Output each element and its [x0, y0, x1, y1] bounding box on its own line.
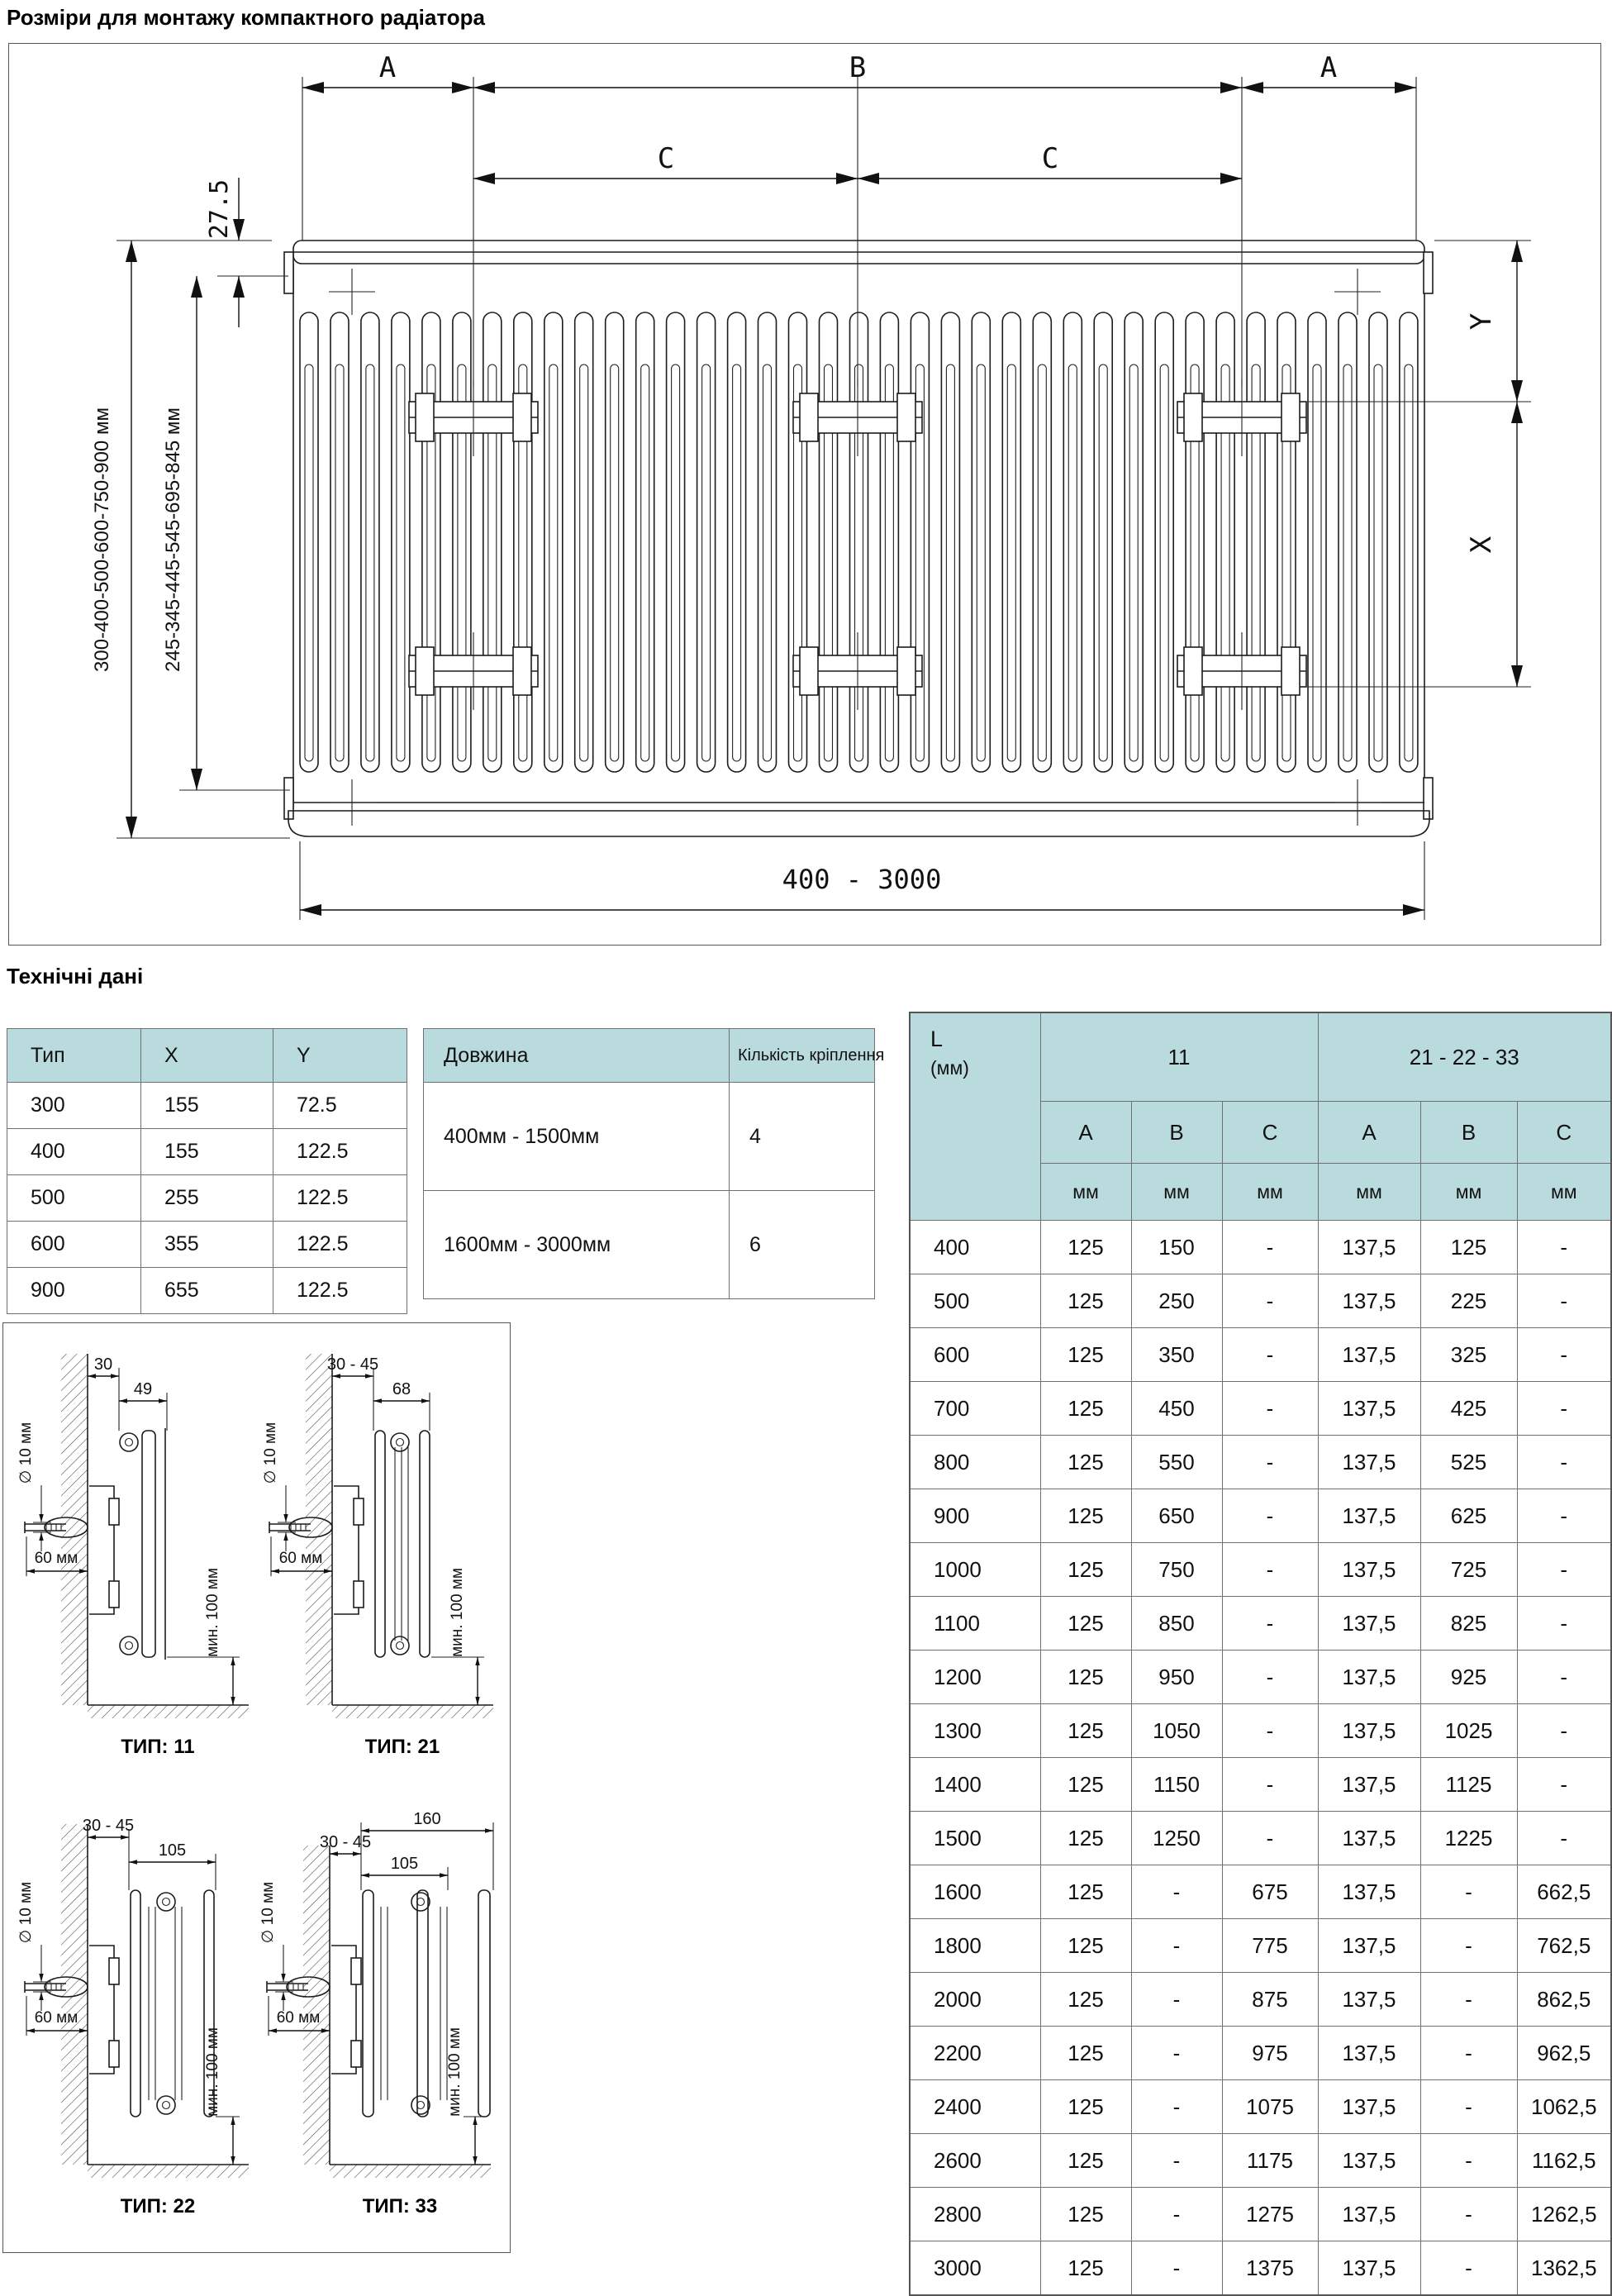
cell: -: [1222, 1328, 1318, 1382]
wall-hatch: [61, 1354, 88, 1705]
floor-hatch: [88, 1705, 249, 1718]
cell: 650: [1131, 1489, 1222, 1543]
cell: -: [1517, 1758, 1611, 1812]
cell: 137,5: [1318, 1489, 1420, 1543]
dim-label: 60 мм: [34, 2009, 78, 2027]
table-header-row: [910, 1012, 1611, 1102]
cell: 137,5: [1318, 1382, 1420, 1436]
cell: 825: [1420, 1597, 1517, 1651]
section-title: Технічні дані: [7, 964, 144, 988]
mount-diagram: [13, 1333, 261, 1788]
cell: -: [1517, 1328, 1611, 1382]
table-row: [424, 1083, 875, 1191]
cell: 1600: [910, 1865, 1040, 1919]
cell: 137,5: [1318, 1221, 1420, 1274]
column-header: A: [1040, 1102, 1131, 1164]
dim-label: 49: [133, 1380, 153, 1398]
cell: -: [1517, 1436, 1611, 1489]
cell: 900: [910, 1489, 1040, 1543]
unit-header: мм: [1318, 1164, 1420, 1221]
dim-label: 60 мм: [276, 2009, 321, 2027]
cell: 450: [1131, 1382, 1222, 1436]
table-row: [910, 2134, 1611, 2188]
dim-label: 105: [390, 1855, 419, 1873]
cell: -: [1222, 1758, 1318, 1812]
cell: 125: [1040, 1489, 1131, 1543]
cell: 1062,5: [1517, 2080, 1611, 2134]
cell: 255: [141, 1175, 273, 1222]
dim-label: 60 мм: [34, 1550, 78, 1567]
cell: 137,5: [1318, 1704, 1420, 1758]
cell: 137,5: [1318, 2188, 1420, 2241]
cell: 350: [1131, 1328, 1222, 1382]
dim-label: 245-345-445-545-695-845 мм: [162, 407, 184, 672]
cell: 137,5: [1318, 1274, 1420, 1328]
cell: 862,5: [1517, 1973, 1611, 2027]
cell: 125: [1040, 1221, 1131, 1274]
dim-label: 68: [392, 1380, 411, 1398]
cell: 125: [1040, 2241, 1131, 2296]
cell: 125: [1040, 1382, 1131, 1436]
floor-hatch: [88, 2165, 249, 2178]
cell: -: [1222, 1597, 1318, 1651]
cell: 125: [1420, 1221, 1517, 1274]
cell: -: [1222, 1382, 1318, 1436]
cell: -: [1517, 1274, 1611, 1328]
dim-label: ∅ 10 мм: [17, 1881, 35, 1944]
unit-header: мм: [1131, 1164, 1222, 1221]
dim-label: A: [1320, 51, 1338, 84]
cell: -: [1222, 1543, 1318, 1597]
wall-hatch: [61, 1824, 88, 2165]
dim-label: ∅ 10 мм: [262, 1422, 279, 1484]
dim-label: B: [849, 51, 867, 84]
cell: 975: [1222, 2027, 1318, 2080]
unit-header: мм: [1222, 1164, 1318, 1221]
radiator-front-view: [9, 44, 1600, 945]
column-header: B: [1420, 1102, 1517, 1164]
cell: 1500: [910, 1812, 1040, 1865]
cell: -: [1517, 1489, 1611, 1543]
cell: 2800: [910, 2188, 1040, 2241]
cell: 1100: [910, 1597, 1040, 1651]
table-row: [910, 1328, 1611, 1382]
cell: 400мм - 1500мм: [424, 1083, 730, 1191]
column-header: C: [1517, 1102, 1611, 1164]
table-row: [910, 1436, 1611, 1489]
dim-label: 400 - 3000: [782, 864, 942, 895]
cell: 122.5: [273, 1129, 407, 1175]
cell: 137,5: [1318, 1543, 1420, 1597]
cell: 662,5: [1517, 1865, 1611, 1919]
cell: 122.5: [273, 1268, 407, 1314]
cell: 500: [7, 1175, 141, 1222]
cell: 122.5: [273, 1222, 407, 1268]
cell: 700: [910, 1382, 1040, 1436]
dim-label: 30 - 45: [82, 1817, 135, 1835]
page-title: Розміри для монтажу компактного радіатора: [7, 5, 485, 30]
cell: 925: [1420, 1651, 1517, 1704]
cell: -: [1222, 1704, 1318, 1758]
cell: 2000: [910, 1973, 1040, 2027]
cell: 850: [1131, 1597, 1222, 1651]
table-row: [910, 1221, 1611, 1274]
table-row: [910, 1597, 1611, 1651]
cell: -: [1131, 2027, 1222, 2080]
cell: 355: [141, 1222, 273, 1268]
cell: -: [1131, 2188, 1222, 2241]
cell: 125: [1040, 1597, 1131, 1651]
cell: 125: [1040, 1865, 1131, 1919]
table-header-row: [7, 1029, 407, 1083]
table-row: [910, 2080, 1611, 2134]
table-row: [7, 1268, 407, 1314]
dim-label: C: [657, 142, 675, 175]
cell: 1250: [1131, 1812, 1222, 1865]
column-header: C: [1222, 1102, 1318, 1164]
cell: 125: [1040, 1651, 1131, 1704]
cell: 525: [1420, 1436, 1517, 1489]
cell: 125: [1040, 2080, 1131, 2134]
cell: 150: [1131, 1221, 1222, 1274]
wall-hatch: [303, 1846, 330, 2165]
table-row: [910, 1543, 1611, 1597]
table-row: [910, 1489, 1611, 1543]
table-row: [910, 1651, 1611, 1704]
cell: 1025: [1420, 1704, 1517, 1758]
column-header: A: [1318, 1102, 1420, 1164]
cell: -: [1420, 2188, 1517, 2241]
group-header: 11: [1040, 1012, 1318, 1102]
fastening-table: [423, 1028, 885, 1299]
cell: -: [1131, 1919, 1222, 1973]
cell: 625: [1420, 1489, 1517, 1543]
cell: 425: [1420, 1382, 1517, 1436]
cell: 125: [1040, 1704, 1131, 1758]
cell: 125: [1040, 1812, 1131, 1865]
table-row: [7, 1175, 407, 1222]
column-header: X: [141, 1029, 273, 1083]
dim-label: ∅ 10 мм: [259, 1881, 277, 1944]
cell: -: [1222, 1221, 1318, 1274]
table-header-row: [424, 1029, 875, 1083]
dim-label: мин. 100 мм: [204, 2027, 221, 2117]
floor-hatch: [330, 2165, 491, 2178]
cell: 125: [1040, 2027, 1131, 2080]
cell: 1075: [1222, 2080, 1318, 2134]
cell: 1400: [910, 1758, 1040, 1812]
table-row: [7, 1083, 407, 1129]
table-row: [424, 1191, 875, 1299]
table-row: [910, 1812, 1611, 1865]
cell: 1362,5: [1517, 2241, 1611, 2296]
cell: 550: [1131, 1436, 1222, 1489]
cell: 1275: [1222, 2188, 1318, 2241]
cell: 125: [1040, 2188, 1131, 2241]
cell: 137,5: [1318, 1973, 1420, 2027]
cell: 2200: [910, 2027, 1040, 2080]
cell: 400: [910, 1221, 1040, 1274]
table-row: [910, 1274, 1611, 1328]
cell: 1150: [1131, 1758, 1222, 1812]
cell: -: [1131, 1973, 1222, 2027]
cell: 600: [910, 1328, 1040, 1382]
table-row: [7, 1129, 407, 1175]
cell: -: [1222, 1436, 1318, 1489]
cell: 1050: [1131, 1704, 1222, 1758]
dim-label: A: [378, 51, 397, 84]
cell: 675: [1222, 1865, 1318, 1919]
cell: 762,5: [1517, 1919, 1611, 1973]
cell: 325: [1420, 1328, 1517, 1382]
cell: 1375: [1222, 2241, 1318, 2296]
cell: 4: [730, 1083, 875, 1191]
cell: 137,5: [1318, 1919, 1420, 1973]
cell: 225: [1420, 1274, 1517, 1328]
cell: -: [1222, 1812, 1318, 1865]
cell: 125: [1040, 1543, 1131, 1597]
cell: 1125: [1420, 1758, 1517, 1812]
cell: -: [1222, 1274, 1318, 1328]
table-row: [910, 1919, 1611, 1973]
cell: 125: [1040, 1328, 1131, 1382]
cell: 400: [7, 1129, 141, 1175]
cell: 300: [7, 1083, 141, 1129]
column-header: Довжина: [424, 1029, 730, 1083]
cell: 6: [730, 1191, 875, 1299]
type-table: [7, 1028, 407, 1314]
cell: 137,5: [1318, 1436, 1420, 1489]
cell: 125: [1040, 1973, 1131, 2027]
cell: -: [1517, 1812, 1611, 1865]
cell: 137,5: [1318, 1812, 1420, 1865]
cell: 1175: [1222, 2134, 1318, 2188]
cell: -: [1131, 1865, 1222, 1919]
dim-label: 27.5: [205, 179, 234, 240]
dim-label: ∅ 10 мм: [17, 1422, 35, 1484]
dim-label: мин. 100 мм: [449, 1568, 466, 1657]
cell: 875: [1222, 1973, 1318, 2027]
cell: 137,5: [1318, 1651, 1420, 1704]
table-row: [7, 1222, 407, 1268]
cell: 950: [1131, 1651, 1222, 1704]
cell: 500: [910, 1274, 1040, 1328]
cell: 750: [1131, 1543, 1222, 1597]
unit-header: мм: [1517, 1164, 1611, 1221]
cell: 155: [141, 1083, 273, 1129]
dim-label: C: [1041, 142, 1059, 175]
cell: 1162,5: [1517, 2134, 1611, 2188]
cell: 125: [1040, 1436, 1131, 1489]
cell: 125: [1040, 2134, 1131, 2188]
cell: -: [1420, 2080, 1517, 2134]
floor-hatch: [332, 1705, 493, 1718]
mounting-diagrams: [2, 1322, 511, 2253]
dim-label: 160: [413, 1810, 441, 1828]
table-row: [910, 1865, 1611, 1919]
cell: -: [1517, 1543, 1611, 1597]
mount-diagram: [258, 1333, 506, 1788]
table-row: [910, 2241, 1611, 2296]
cell: 137,5: [1318, 2080, 1420, 2134]
cell: -: [1131, 2080, 1222, 2134]
cell: 1800: [910, 1919, 1040, 1973]
cell: 900: [7, 1268, 141, 1314]
cell: 155: [141, 1129, 273, 1175]
diagram-caption: ТИП: 21: [364, 1736, 440, 1758]
table-row: [910, 1758, 1611, 1812]
cell: -: [1222, 1651, 1318, 1704]
cell: -: [1420, 2027, 1517, 2080]
table-row: [910, 1973, 1611, 2027]
cell: 1000: [910, 1543, 1040, 1597]
table-row: [910, 2188, 1611, 2241]
cell: 122.5: [273, 1175, 407, 1222]
cell: 137,5: [1318, 1597, 1420, 1651]
cell: 1200: [910, 1651, 1040, 1704]
cell: 137,5: [1318, 2134, 1420, 2188]
cell: 2400: [910, 2080, 1040, 2134]
table-row: [910, 2027, 1611, 2080]
cell: 250: [1131, 1274, 1222, 1328]
group-header: 21 - 22 - 33: [1318, 1012, 1611, 1102]
dim-label: 105: [158, 1841, 187, 1860]
unit-header: мм: [1040, 1164, 1131, 1221]
dimensions-table: [909, 1012, 1612, 2296]
table-row: [910, 1704, 1611, 1758]
cell: -: [1420, 2241, 1517, 2296]
cell: 600: [7, 1222, 141, 1268]
dim-label: 30: [93, 1355, 113, 1374]
cell: 2600: [910, 2134, 1040, 2188]
dim-label: X: [1465, 536, 1498, 554]
cell: 72.5: [273, 1083, 407, 1129]
dim-label: Y: [1465, 312, 1498, 331]
diagram-caption: ТИП: 33: [362, 2195, 438, 2217]
cell: -: [1420, 2134, 1517, 2188]
cell: -: [1517, 1651, 1611, 1704]
cell: 137,5: [1318, 1865, 1420, 1919]
cell: 125: [1040, 1274, 1131, 1328]
cell: 137,5: [1318, 2027, 1420, 2080]
cell: -: [1420, 1865, 1517, 1919]
cell: 125: [1040, 1919, 1131, 1973]
wall-hatch: [306, 1354, 332, 1705]
cell: 962,5: [1517, 2027, 1611, 2080]
dim-label: мин. 100 мм: [446, 2027, 464, 2117]
radiator-mounting-drawing: [8, 43, 1601, 946]
cell: -: [1420, 1919, 1517, 1973]
l-column-header: L (мм): [910, 1012, 1040, 1221]
radiator-body: [284, 241, 1433, 836]
cell: -: [1517, 1382, 1611, 1436]
mount-diagram: [255, 1793, 503, 2247]
cell: 775: [1222, 1919, 1318, 1973]
column-header: Тип: [7, 1029, 141, 1083]
cell: -: [1517, 1221, 1611, 1274]
cell: 1300: [910, 1704, 1040, 1758]
cell: 125: [1040, 1758, 1131, 1812]
cell: 3000: [910, 2241, 1040, 2296]
unit-header: мм: [1420, 1164, 1517, 1221]
cell: 1225: [1420, 1812, 1517, 1865]
cell: -: [1222, 1489, 1318, 1543]
cell: 137,5: [1318, 1328, 1420, 1382]
diagram-caption: ТИП: 22: [120, 2195, 196, 2217]
cell: -: [1517, 1597, 1611, 1651]
cell: -: [1420, 1973, 1517, 2027]
cell: 800: [910, 1436, 1040, 1489]
cell: -: [1517, 1704, 1611, 1758]
cell: 137,5: [1318, 2241, 1420, 2296]
column-header: Y: [273, 1029, 407, 1083]
dim-label: 30 - 45: [319, 1833, 372, 1851]
dim-label: 300-400-500-600-750-900 мм: [91, 407, 113, 672]
table-row: [910, 1382, 1611, 1436]
column-header: Кількість кріплення: [730, 1029, 875, 1083]
cell: 655: [141, 1268, 273, 1314]
cell: 725: [1420, 1543, 1517, 1597]
dim-label: 30 - 45: [326, 1355, 379, 1374]
cell: 137,5: [1318, 1758, 1420, 1812]
cell: -: [1131, 2241, 1222, 2296]
cell: 1262,5: [1517, 2188, 1611, 2241]
column-header: B: [1131, 1102, 1222, 1164]
dim-label: мин. 100 мм: [204, 1568, 221, 1657]
cell: 1600мм - 3000мм: [424, 1191, 730, 1299]
diagram-caption: ТИП: 11: [121, 1736, 195, 1758]
dim-label: 60 мм: [278, 1550, 323, 1567]
mount-diagram: [13, 1793, 261, 2247]
cell: -: [1131, 2134, 1222, 2188]
